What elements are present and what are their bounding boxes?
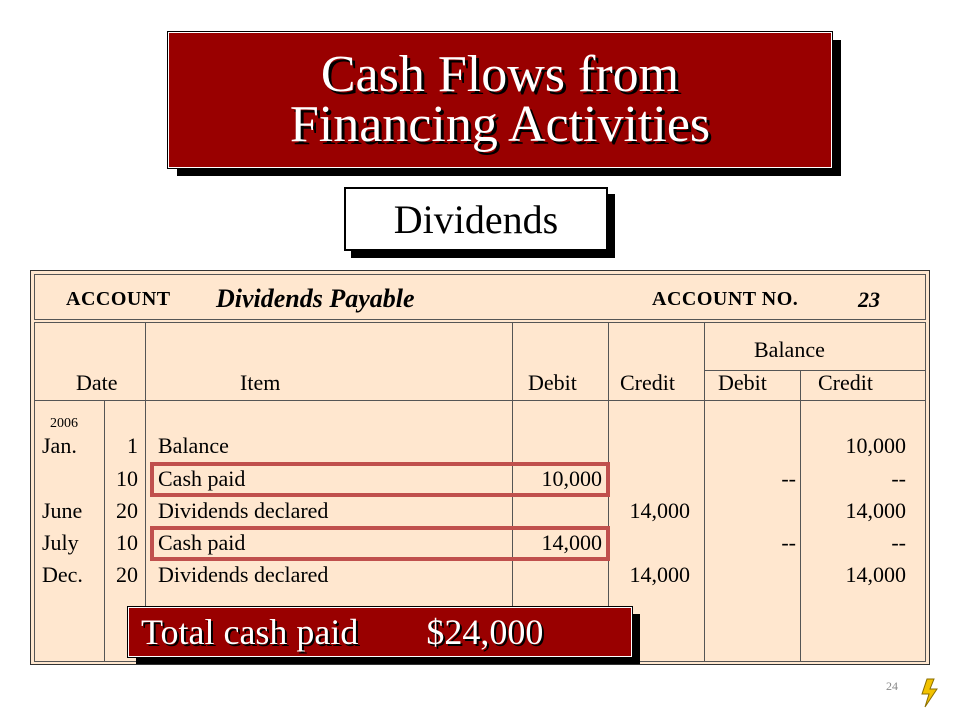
title-line-1: Cash Flows from — [320, 46, 680, 103]
total-label: Total cash paid — [141, 612, 359, 652]
row-balance-debit: -- — [781, 530, 796, 555]
row-debit: 14,000 — [541, 530, 602, 555]
row-credit: 14,000 — [629, 562, 690, 587]
row-balance-credit: 10,000 — [845, 433, 906, 458]
grid-line — [34, 400, 926, 401]
account-name: Dividends Payable — [216, 284, 415, 313]
header-balance-credit: Credit — [818, 370, 873, 395]
header-item: Item — [240, 370, 281, 395]
row-month: June — [42, 498, 83, 523]
row-debit: 10,000 — [541, 466, 602, 491]
row-balance-credit: 14,000 — [845, 498, 906, 523]
row-item: Cash paid — [158, 466, 246, 491]
row-balance-debit: -- — [781, 466, 796, 491]
grid-line — [704, 322, 705, 662]
year-label: 2006 — [50, 416, 78, 431]
row-day: 1 — [127, 433, 138, 458]
header-date: Date — [76, 370, 118, 395]
row-month: July — [42, 530, 79, 555]
row-credit: 14,000 — [629, 498, 690, 523]
header-balance: Balance — [754, 337, 825, 362]
row-item: Balance — [158, 433, 229, 458]
header-balance-debit: Debit — [718, 370, 767, 395]
row-month: Jan. — [42, 433, 77, 458]
total-banner — [128, 607, 632, 657]
row-day: 20 — [116, 498, 138, 523]
account-number: 23 — [858, 287, 880, 312]
row-balance-credit: -- — [891, 466, 906, 491]
page-number: 24 — [886, 679, 898, 693]
row-item: Dividends declared — [158, 562, 329, 587]
row-day: 10 — [116, 530, 138, 555]
total-amount: $24,000 — [426, 612, 544, 652]
row-item: Dividends declared — [158, 498, 329, 523]
row-balance-credit: 14,000 — [845, 562, 906, 587]
row-balance-credit: -- — [891, 530, 906, 555]
subtitle-box: Dividends — [344, 187, 608, 251]
account-label: ACCOUNT — [66, 288, 171, 310]
row-month: Dec. — [42, 562, 83, 587]
lightning-bolt-icon[interactable] — [918, 678, 944, 713]
title-banner — [168, 32, 832, 168]
cash-paid-highlight — [150, 526, 610, 561]
account-number-label: ACCOUNT NO. — [652, 288, 799, 310]
header-debit: Debit — [528, 370, 577, 395]
title-line-2: Financing Activities — [289, 96, 711, 153]
row-day: 10 — [116, 466, 138, 491]
row-day: 20 — [116, 562, 138, 587]
cash-paid-highlight — [150, 462, 610, 497]
header-credit: Credit — [620, 370, 675, 395]
row-item: Cash paid — [158, 530, 246, 555]
